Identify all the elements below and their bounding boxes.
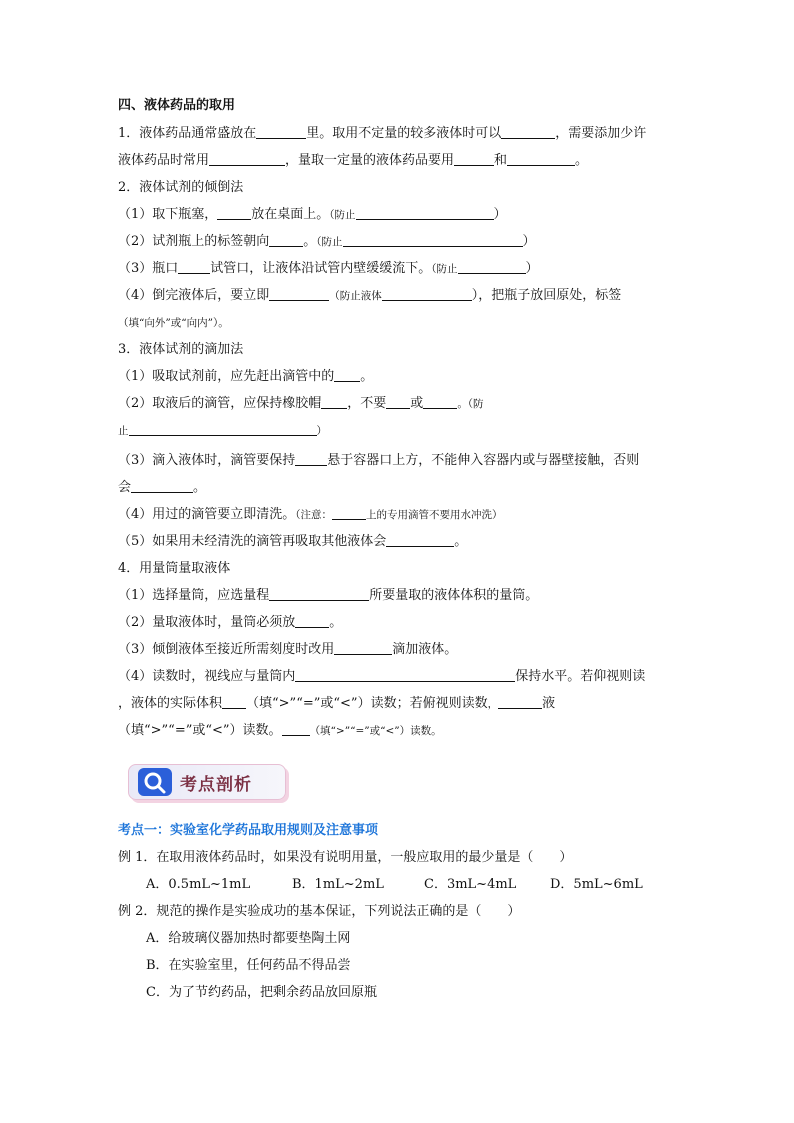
section-heading: 四、液体药品的取用	[118, 98, 236, 113]
blank[interactable]	[295, 451, 327, 466]
blank[interactable]	[454, 151, 494, 166]
item-4-title: 4．用量筒量取液体	[118, 561, 231, 576]
item-4-sub-4-cont-1: ，液体的实际体积 （填“>”“=”或“<”）读数；若俯视则读数， 液	[118, 696, 556, 711]
blank[interactable]	[282, 721, 310, 736]
example-2-question: 例 2．规范的操作是实验成功的基本保证，下列说法正确的是（ ）	[118, 904, 521, 919]
blank[interactable]	[131, 478, 193, 493]
item-2-title: 2．液体试剂的倾倒法	[118, 180, 244, 195]
item-3-title: 3．液体试剂的滴加法	[118, 342, 244, 357]
blank[interactable]	[269, 232, 303, 247]
example-2-option-b[interactable]: B．在实验室里，任何药品不得品尝	[146, 958, 351, 973]
item-2-sub-4: （4）倒完液体后，要立即 （防止液体 ），把瓶子放回原处，标签	[118, 288, 622, 303]
blank[interactable]	[507, 151, 575, 166]
blank[interactable]	[321, 394, 347, 409]
blank[interactable]	[217, 205, 251, 220]
item-2-sub-2: （2）试剂瓶上的标签朝向 。（防止 ）	[118, 234, 536, 249]
blank[interactable]	[295, 613, 329, 628]
blank[interactable]	[269, 586, 369, 601]
blank[interactable]	[295, 667, 515, 682]
blank[interactable]	[386, 532, 454, 547]
item-3-sub-3-cont: 会 。	[118, 480, 207, 495]
item-4-sub-4-cont-2: （填“>”“=”或“<”）读数。 （填“>”“=”或“<”）读数。	[118, 723, 442, 738]
kaodian-label: 考点一：实验室化学药品取用规则及注意事项	[118, 823, 379, 838]
blank[interactable]	[178, 259, 210, 274]
blank[interactable]	[334, 367, 360, 382]
blank[interactable]	[332, 505, 366, 520]
item-4-sub-4: （4）读数时，视线应与量筒内 保持水平。若仰视则读	[118, 669, 646, 684]
blank[interactable]	[501, 124, 555, 139]
item-3-sub-1: （1）吸取试剂前，应先赶出滴管中的 。	[118, 369, 374, 384]
example-1-option-d[interactable]: D．5mL~6mL	[550, 877, 643, 892]
item-2-sub-4-cont: （填“向外”或“向内”）。	[118, 317, 229, 329]
item-3-sub-4: （4）用过的滴管要立即清洗。（注意： 上的专用滴管不要用水冲洗）	[118, 507, 503, 522]
blank[interactable]	[129, 421, 317, 436]
blank[interactable]	[343, 232, 523, 247]
example-2-option-c[interactable]: C．为了节约药品，把剩余药品放回原瓶	[146, 985, 377, 1000]
blank[interactable]	[423, 394, 457, 409]
section-banner	[122, 760, 288, 804]
item-1-line-2: 液体药品时常用 ，量取一定量的液体药品要用 和 。	[118, 153, 589, 168]
item-4-sub-2: （2）量取液体时，量筒必须放 。	[118, 615, 343, 630]
item-3-sub-5: （5）如果用未经清洗的滴管再吸取其他液体会 。	[118, 534, 468, 549]
blank[interactable]	[498, 694, 542, 709]
blank[interactable]	[334, 640, 392, 655]
blank[interactable]	[269, 286, 329, 301]
item-2-sub-1: （1）取下瓶塞， 放在桌面上。（防止 ）	[118, 207, 507, 222]
search-icon	[138, 768, 172, 796]
blank[interactable]	[209, 151, 285, 166]
banner-title: 考点剖析	[180, 775, 252, 795]
example-1-option-c[interactable]: C．3mL~4mL	[424, 877, 517, 892]
example-1-option-b[interactable]: B．1mL~2mL	[292, 877, 384, 892]
blank[interactable]	[356, 205, 494, 220]
item-3-sub-2: （2）取液后的滴管，应保持橡胶帽 ，不要 或 。（防	[118, 396, 484, 411]
item-2-sub-3: （3）瓶口 试管口，让液体沿试管内壁缓缓流下。（防止 ）	[118, 261, 539, 276]
item-3-sub-2-cont: 止 ）	[118, 421, 327, 441]
blank[interactable]	[256, 124, 306, 139]
blank[interactable]	[222, 694, 246, 709]
item-3-sub-3: （3）滴入液体时，滴管要保持 悬于容器口上方，不能伸入容器内或与器壁接触，否则	[118, 453, 640, 468]
example-1-option-a[interactable]: A．0.5mL~1mL	[146, 877, 251, 892]
example-1-question: 例 1．在取用液体药品时，如果没有说明用量，一般应取用的最少量是（ ）	[118, 850, 573, 865]
item-4-sub-3: （3）倾倒液体至接近所需刻度时改用 滴加液体。	[118, 642, 458, 657]
example-2-option-a[interactable]: A．给玻璃仪器加热时都要垫陶土网	[146, 931, 351, 946]
item-1-line-1: 1．液体药品通常盛放在 里。取用不定量的较多液体时可以 ，需要添加少许	[118, 126, 647, 141]
blank[interactable]	[386, 394, 410, 409]
item-4-sub-1: （1）选择量筒，应选量程 所要量取的液体体积的量筒。	[118, 588, 539, 603]
blank[interactable]	[382, 286, 472, 301]
blank[interactable]	[458, 259, 526, 274]
